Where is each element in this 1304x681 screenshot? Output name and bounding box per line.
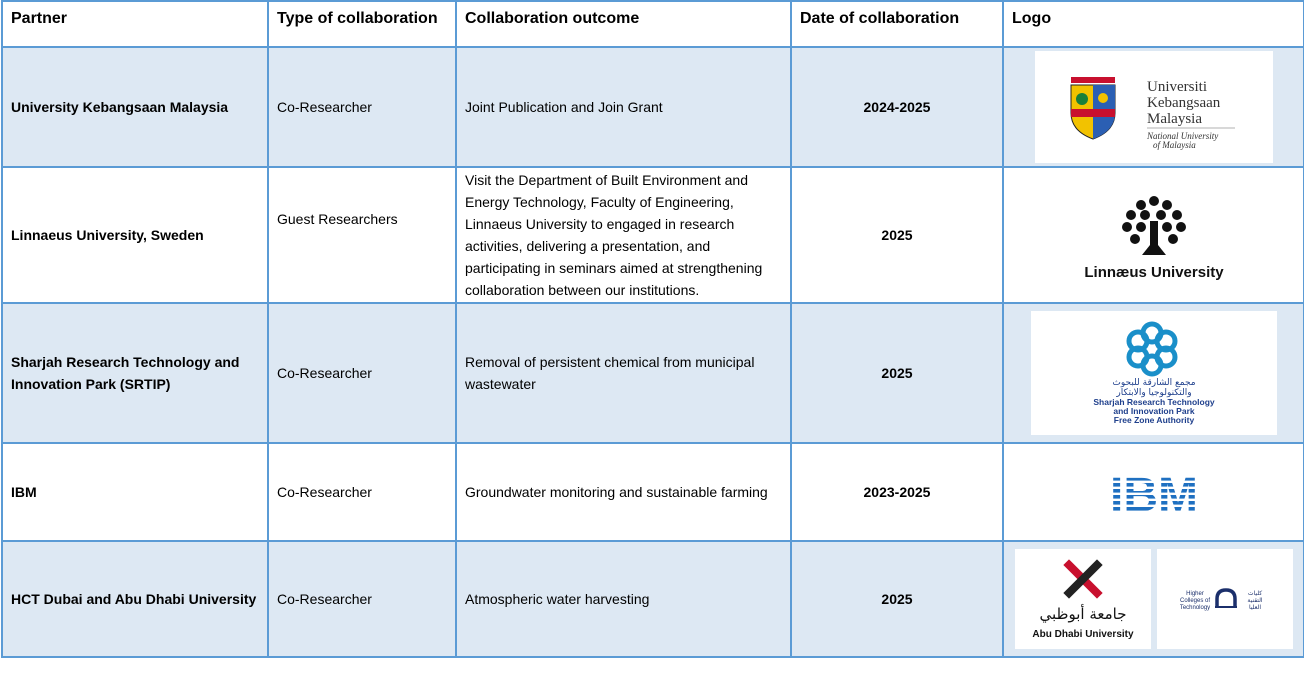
table-row [2,47,1304,167]
date-cell: 2025 [791,541,1003,657]
svg-text:of Malaysia: of Malaysia [1152,140,1196,150]
linnaeus-logo [1049,185,1259,285]
outcome-cell: Visit the Department of Built Environment and Energy Technology, Faculty of Engineering, Linnaeus University to engaged in research activities, delivering a presentation, and participating in seminars aimed at strengthening collaboration between our institutions. [456,167,791,303]
header-partner: Partner [2,1,268,47]
outcome-cell: Groundwater monitoring and sustainable farming [456,443,791,541]
svg-text:Technology: Technology [1179,605,1210,611]
collaboration-table [1,0,1304,658]
type-cell: Co-Researcher [268,541,456,657]
table-row [2,303,1304,443]
svg-text:والتكنولوجيا والابتكار: والتكنولوجيا والابتكار [1115,388,1192,398]
svg-text:and Innovation Park: and Innovation Park [1112,406,1195,416]
date-cell: 2025 [791,303,1003,443]
partner-cell: IBM [2,443,268,541]
svg-text:كليات: كليات [1247,590,1262,597]
svg-text:Sharjah Research Technology: Sharjah Research Technology [1092,397,1215,407]
svg-text:IBM: IBM [1109,469,1198,519]
header-type: Type of collaboration [268,1,456,47]
svg-text:العليا: العليا [1248,604,1261,611]
outcome-cell: Removal of persistent chemical from municipal wastewater [456,303,791,443]
header-row [2,1,1304,47]
abu-dhabi-university-logo [1015,549,1151,649]
table-row [2,167,1304,303]
header-outcome: Collaboration outcome [456,1,791,47]
svg-text:Universiti: Universiti [1146,79,1207,95]
partner-cell: Linnaeus University, Sweden [2,167,268,303]
type-cell: Co-Researcher [268,47,456,167]
svg-text:Colleges of: Colleges of [1179,598,1210,604]
table-row [2,541,1304,657]
table-row [2,443,1304,541]
svg-text:Linnæus University: Linnæus University [1083,264,1224,281]
svg-text:التقنية: التقنية [1246,597,1263,604]
type-cell: Co-Researcher [268,303,456,443]
logo-cell [1003,443,1304,541]
logo-cell [1003,167,1304,303]
date-cell: 2024-2025 [791,47,1003,167]
partner-cell: Sharjah Research Technology and Innovation Park (SRTIP) [2,303,268,443]
svg-text:Kebangsaan: Kebangsaan [1146,95,1220,111]
date-cell: 2023-2025 [791,443,1003,541]
srtip-logo [1031,311,1277,435]
ukm-logo [1035,51,1273,163]
header-date: Date of collaboration [791,1,1003,47]
ibm-logo [1084,465,1224,519]
logo-cell [1003,541,1304,657]
svg-text:Malaysia: Malaysia [1146,111,1202,127]
partner-cell: HCT Dubai and Abu Dhabi University [2,541,268,657]
partner-cell: University Kebangsaan Malaysia [2,47,268,167]
type-cell: Guest Researchers [268,167,456,303]
svg-text:جامعة أبوظبي: جامعة أبوظبي [1039,605,1126,623]
outcome-cell: Atmospheric water harvesting [456,541,791,657]
logo-cell [1003,303,1304,443]
outcome-cell: Joint Publication and Join Grant [456,47,791,167]
type-cell: Co-Researcher [268,443,456,541]
svg-text:Higher: Higher [1185,591,1204,597]
header-logo: Logo [1003,1,1304,47]
svg-text:Free Zone Authority: Free Zone Authority [1113,415,1194,425]
date-cell: 2025 [791,167,1003,303]
hct-logo [1157,549,1293,649]
logo-cell [1003,47,1304,167]
svg-text:National University: National University [1146,131,1218,141]
svg-text:Abu Dhabi University: Abu Dhabi University [1031,629,1134,640]
svg-text:مجمع الشارقة للبحوث: مجمع الشارقة للبحوث [1111,378,1196,388]
